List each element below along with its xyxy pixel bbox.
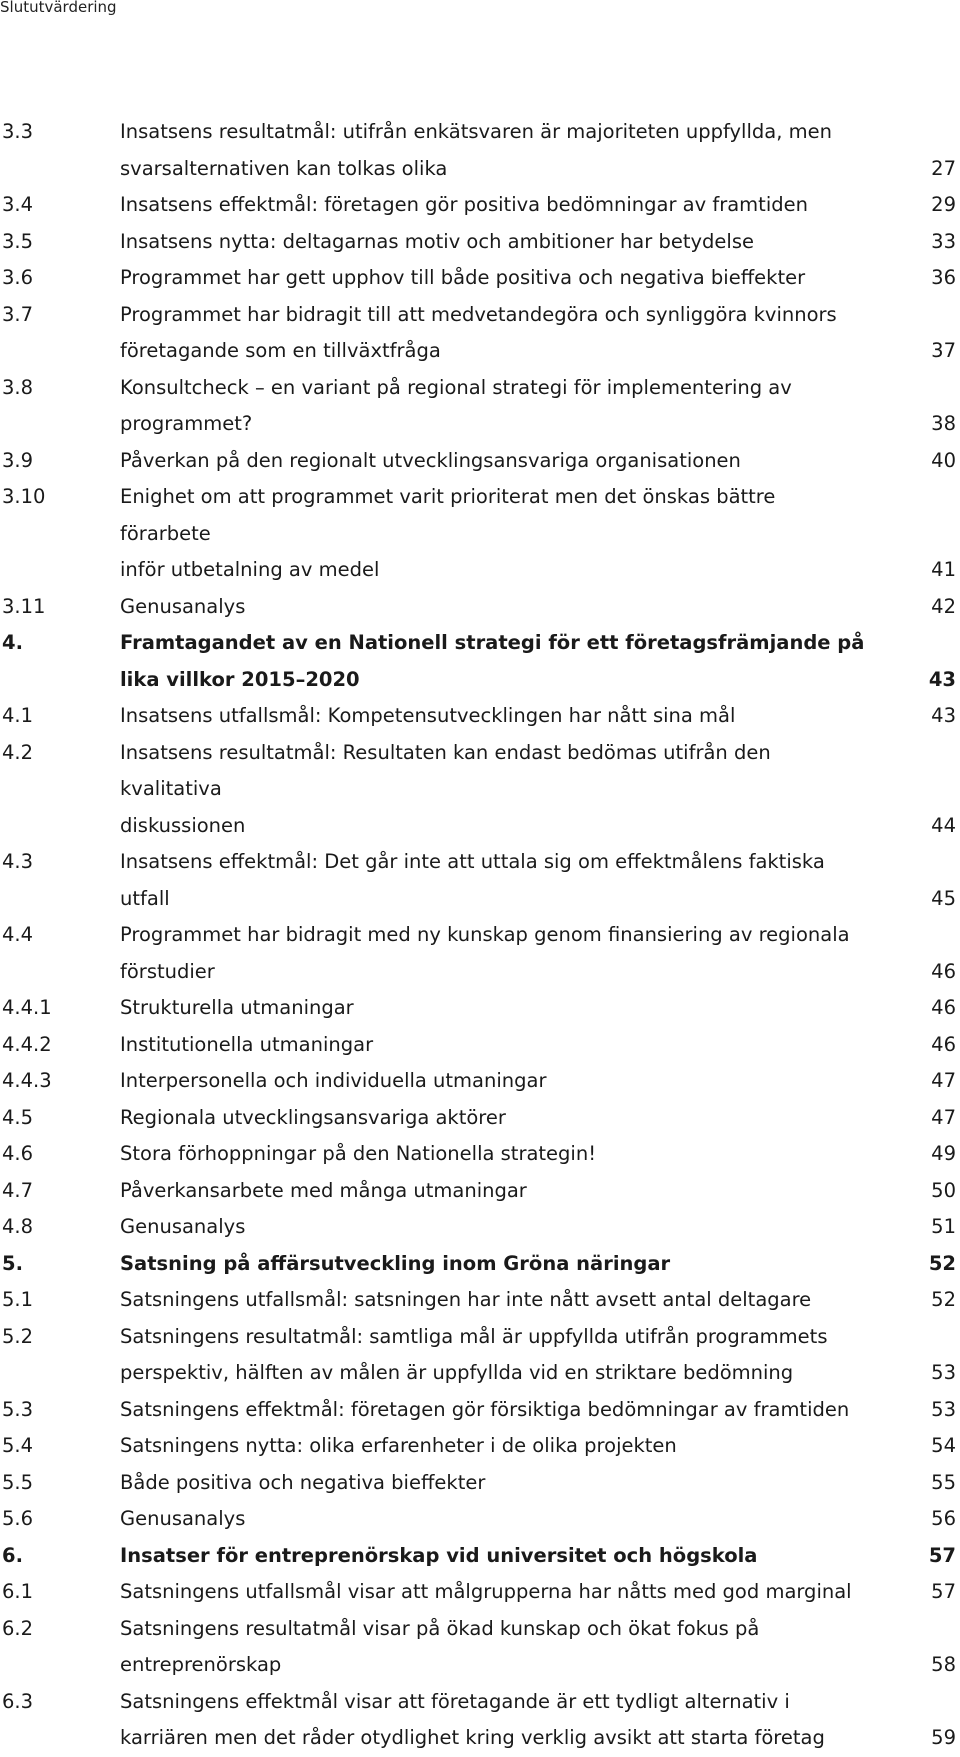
toc-entry-title-line: Programmet har bidragit med ny kunskap genom finansiering av regionala <box>120 923 850 946</box>
toc-entry-title-line: utfall <box>120 886 170 910</box>
toc-entry-title <box>120 187 865 224</box>
toc-entry-title-line: Insatsens effektmål: företagen gör positiva bedömningar av framtiden <box>120 193 808 216</box>
toc-entry-page-number: 42 <box>931 594 956 618</box>
toc-entry-page-number: 46 <box>931 959 956 983</box>
toc-entry-title-line: Strukturella utmaningar <box>120 996 354 1019</box>
toc-entry-number: 4.6 <box>2 1142 34 1165</box>
toc-entry-number: 4.4.3 <box>2 1069 52 1092</box>
toc-entry-title-line: Satsningens utfallsmål: satsningen har inte nått avsett antal deltagare <box>120 1288 812 1311</box>
toc-entry-number: 3.4 <box>2 193 34 216</box>
toc-entry-number: 6.2 <box>2 1616 34 1640</box>
toc-entry-page-number: 52 <box>931 1288 956 1311</box>
toc-entry-title <box>120 1392 865 1429</box>
toc-entry-title-line: Insatsens nytta: deltagarnas motiv och ambitioner har betydelse <box>120 229 754 253</box>
toc-entry[interactable] <box>0 1501 960 1538</box>
toc-entry-number: 3.10 <box>2 485 46 508</box>
toc-entry-number: 5.3 <box>2 1397 34 1421</box>
toc-entry-title <box>120 114 865 187</box>
toc-entry-page-number: 56 <box>931 1507 956 1530</box>
toc-entry-page-number: 36 <box>931 266 956 289</box>
toc-entry-number: 5.4 <box>2 1434 34 1457</box>
toc-entry-title <box>120 1611 865 1684</box>
toc-entry-page-number: 47 <box>931 1069 956 1092</box>
toc-entry-title <box>120 1100 865 1137</box>
toc-entry[interactable] <box>0 1173 960 1210</box>
toc-entry-title <box>120 1209 865 1246</box>
toc-entry[interactable] <box>0 1027 960 1064</box>
toc-entry-number: 4.7 <box>2 1178 34 1202</box>
toc-entry-number: 3.11 <box>2 594 46 618</box>
toc-entry-title-line: Satsningens resultatmål: samtliga mål är uppfyllda utifrån programmets <box>120 1324 828 1348</box>
toc-entry-page-number: 53 <box>931 1397 956 1421</box>
toc-entry[interactable] <box>0 698 960 735</box>
toc-entry-page-number: 29 <box>931 193 956 216</box>
toc-entry-title-line: karriären men det råder otydlighet kring verklig avsikt att starta företag <box>120 1726 825 1749</box>
toc-entry-title <box>120 990 865 1027</box>
toc-entry-title-line: Påverkansarbete med många utmaningar <box>120 1178 527 1202</box>
toc-entry-title-line: Insatser för entreprenörskap vid universitet och högskola <box>120 1543 758 1567</box>
toc-entry-title-line: Framtagandet av en Nationell strategi för ett företagsfrämjande på <box>120 631 865 654</box>
toc-entry-number: 3.6 <box>2 266 34 289</box>
toc-entry[interactable] <box>0 1465 960 1502</box>
toc-entry-title-line: förstudier <box>120 959 215 983</box>
toc-entry-number: 4.1 <box>2 704 34 727</box>
toc-entry-page-number: 33 <box>931 229 956 253</box>
toc-entry-number: 4.4.1 <box>2 996 52 1019</box>
toc-entry-title-line: inför utbetalning av medel <box>120 558 380 581</box>
toc-entry-title-line: Genusanalys <box>120 594 246 618</box>
toc-entry-page-number: 53 <box>931 1361 956 1384</box>
toc-entry[interactable] <box>0 844 960 917</box>
toc-entry-title-line: Interpersonella och individuella utmaningar <box>120 1069 547 1092</box>
toc-entry-title <box>120 917 865 990</box>
toc-entry-title-line: Stora förhoppningar på den Nationella strategin! <box>120 1142 597 1165</box>
toc-entry[interactable] <box>0 1063 960 1100</box>
toc-entry[interactable] <box>0 224 960 261</box>
toc-entry-title <box>120 1538 865 1575</box>
toc-entry-number: 4. <box>2 631 23 654</box>
toc-entry-page-number: 58 <box>931 1653 956 1676</box>
toc-entry[interactable] <box>0 443 960 480</box>
toc-entry[interactable] <box>0 735 960 845</box>
toc-entry-title-line: Insatsens effektmål: Det går inte att uttala sig om effektmålens faktiska <box>120 850 825 873</box>
toc-entry-number: 3.3 <box>2 120 34 143</box>
toc-entry-title-line: Satsningens nytta: olika erfarenheter i de olika projekten <box>120 1434 677 1457</box>
toc-entry-title-line: Satsningens utfallsmål visar att målgrupperna har nåtts med god marginal <box>120 1580 852 1603</box>
toc-entry[interactable] <box>0 1574 960 1611</box>
toc-entry-page-number: 27 <box>931 156 956 180</box>
toc-entry-title <box>120 224 865 261</box>
toc-entry-page-number: 41 <box>931 558 956 581</box>
toc-entry-title-line: entreprenörskap <box>120 1653 282 1676</box>
toc-entry-page-number: 59 <box>931 1726 956 1749</box>
toc-entry[interactable] <box>0 1100 960 1137</box>
toc-entry-title-line: Enighet om att programmet varit prioriterat men det önskas bättre förarbete <box>120 485 776 545</box>
toc-entry-title <box>120 1684 865 1757</box>
toc-entry-title <box>120 1465 865 1502</box>
toc-entry-number: 3.8 <box>2 375 34 399</box>
toc-entry[interactable] <box>0 1428 960 1465</box>
toc-entry-title-line: Insatsens utfallsmål: Kompetensutvecklingen har nått sina mål <box>120 704 736 727</box>
toc-entry-title <box>120 1027 865 1064</box>
toc-entry-number: 4.4 <box>2 923 34 946</box>
toc-entry-page-number: 45 <box>931 886 956 910</box>
toc-entry-title-line: Insatsens resultatmål: utifrån enkätsvaren är majoriteten uppfyllda, men <box>120 120 832 143</box>
toc-entry-title <box>120 1246 865 1283</box>
toc-entry-number: 3.7 <box>2 302 34 326</box>
toc-entry-title-line: perspektiv, hälften av målen är uppfyllda vid en striktare bedömning <box>120 1361 794 1384</box>
toc-entry[interactable] <box>0 1392 960 1429</box>
toc-entry-page-number: 50 <box>931 1178 956 1202</box>
toc-entry-title-line: lika villkor 2015–2020 <box>120 667 360 691</box>
toc-entry-title-line: Insatsens resultatmål: Resultaten kan endast bedömas utifrån den kvalitativa <box>120 740 771 800</box>
toc-entry[interactable] <box>0 917 960 990</box>
toc-entry-number: 4.5 <box>2 1105 34 1129</box>
toc-entry-page-number: 49 <box>931 1142 956 1165</box>
toc-entry-page-number: 52 <box>928 1251 956 1275</box>
toc-entry-page-number: 54 <box>931 1434 956 1457</box>
toc-entry-title <box>120 260 865 297</box>
toc-entry-title-line: företagande som en tillväxtfråga <box>120 339 441 362</box>
toc-entry-title <box>120 370 865 443</box>
toc-entry-page-number: 57 <box>928 1543 956 1567</box>
toc-entry-page-number: 43 <box>931 704 956 727</box>
toc-entry-title-line: Satsningens effektmål: företagen gör försiktiga bedömningar av framtiden <box>120 1397 850 1421</box>
toc-entry-title-line: Påverkan på den regionalt utvecklingsansvariga organisationen <box>120 448 741 472</box>
toc-entry[interactable] <box>0 625 960 698</box>
toc-entry-number: 5.2 <box>2 1324 34 1348</box>
toc-entry-page-number: 46 <box>931 996 956 1019</box>
toc-entry-title-line: Institutionella utmaningar <box>120 1032 374 1056</box>
toc-entry-number: 5.1 <box>2 1288 34 1311</box>
toc-entry-title <box>120 844 865 917</box>
toc-entry-title-line: Genusanalys <box>120 1507 246 1530</box>
toc-entry-title-line: Satsningens resultatmål visar på ökad kunskap och ökat fokus på <box>120 1616 760 1640</box>
toc-entry-title-line: Regionala utvecklingsansvariga aktörer <box>120 1105 506 1129</box>
toc-entry-title <box>120 479 865 589</box>
toc-entry-title-line: Konsultcheck – en variant på regional strategi för implementering av <box>120 375 792 399</box>
toc-entry[interactable] <box>0 297 960 370</box>
toc-entry-title-line: Genusanalys <box>120 1215 246 1238</box>
toc-entry-title-line: diskussionen <box>120 813 246 837</box>
toc-entry[interactable] <box>0 479 960 589</box>
toc-entry-title <box>120 1501 865 1538</box>
toc-entry-number: 6.1 <box>2 1580 34 1603</box>
toc-entry[interactable] <box>0 1209 960 1246</box>
toc-entry-page-number: 43 <box>928 667 956 691</box>
toc-entry-number: 3.9 <box>2 448 34 472</box>
toc-entry[interactable] <box>0 114 960 187</box>
toc-entry-page-number: 47 <box>931 1105 956 1129</box>
toc-entry-number: 5.5 <box>2 1470 34 1494</box>
toc-entry-title <box>120 1173 865 1210</box>
toc-entry-page-number: 46 <box>931 1032 956 1056</box>
toc-entry[interactable] <box>0 990 960 1027</box>
toc-entry-page-number: 37 <box>931 339 956 362</box>
toc-entry-number: 3.5 <box>2 229 34 253</box>
toc-entry-page-number: 40 <box>931 448 956 472</box>
toc-entry[interactable] <box>0 1319 960 1392</box>
toc-entry-title <box>120 625 865 698</box>
toc-entry-title-line: svarsalternativen kan tolkas olika <box>120 156 448 180</box>
toc-entry-title <box>120 1136 865 1173</box>
toc-entry-number: 6. <box>2 1543 23 1567</box>
toc-entry-number: 6.3 <box>2 1689 34 1713</box>
toc-entry-page-number: 55 <box>931 1470 956 1494</box>
toc-entry-title <box>120 589 865 626</box>
toc-entry[interactable] <box>0 260 960 297</box>
toc-entry[interactable] <box>0 1246 960 1283</box>
toc-entry[interactable] <box>0 1611 960 1684</box>
toc-entry[interactable] <box>0 1136 960 1173</box>
toc-entry-number: 5.6 <box>2 1507 34 1530</box>
toc-entry-title <box>120 443 865 480</box>
toc-entry-page-number: 51 <box>931 1215 956 1238</box>
toc-entry-title <box>120 1282 865 1319</box>
toc-entry-title <box>120 1574 865 1611</box>
toc-entry[interactable] <box>0 370 960 443</box>
toc-entry-title <box>120 698 865 735</box>
toc-entry-number: 4.4.2 <box>2 1032 52 1056</box>
toc-entry-title-line: Programmet har gett upphov till både positiva och negativa bieffekter <box>120 266 806 289</box>
toc-entry[interactable] <box>0 589 960 626</box>
toc-entry-title-line: Satsningens effektmål visar att företagande är ett tydligt alternativ i <box>120 1689 790 1713</box>
toc-entry-page-number: 38 <box>931 412 956 435</box>
toc-entry[interactable] <box>0 187 960 224</box>
table-of-contents <box>0 114 960 1757</box>
toc-entry[interactable] <box>0 1684 960 1757</box>
toc-entry[interactable] <box>0 1282 960 1319</box>
toc-entry-number: 4.2 <box>2 740 34 764</box>
toc-entry[interactable] <box>0 1538 960 1575</box>
toc-entry-number: 5. <box>2 1251 23 1275</box>
toc-entry-number: 4.8 <box>2 1215 34 1238</box>
running-header: Slututvärdering <box>0 0 117 16</box>
toc-entry-page-number: 44 <box>931 813 956 837</box>
toc-entry-title-line: Programmet har bidragit till att medvetandegöra och synliggöra kvinnors <box>120 302 837 326</box>
toc-entry-number: 4.3 <box>2 850 34 873</box>
toc-entry-title <box>120 735 865 845</box>
toc-entry-title-line: programmet? <box>120 412 253 435</box>
toc-entry-title <box>120 1319 865 1392</box>
toc-entry-title-line: Både positiva och negativa bieffekter <box>120 1470 486 1494</box>
toc-entry-page-number: 57 <box>931 1580 956 1603</box>
toc-entry-title-line: Satsning på affärsutveckling inom Gröna näringar <box>120 1251 671 1275</box>
toc-entry-title <box>120 297 865 370</box>
toc-entry-title <box>120 1063 865 1100</box>
toc-entry-title <box>120 1428 865 1465</box>
